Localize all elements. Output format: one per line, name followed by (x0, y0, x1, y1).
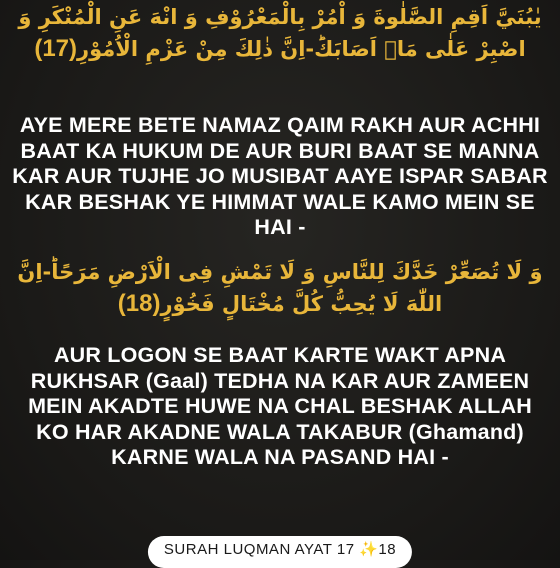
badge-reference-end: 18 (378, 541, 397, 558)
ayah-18-arabic-text: وَ لَا تُصَعِّرْ خَدَّكَ لِلنَّاسِ وَ لَا تَمْشِ فِی الْاَرْضِ مَرَحًاؕ-اِنَّ اللّٰهَ لَا یُحِبُّ كُلَّ مُخْتَالٍ فَخُوْرٍ (17, 260, 543, 316)
ayah-18-arabic (10, 257, 550, 320)
ayah-17-arabic-text: يٰبُنَيَّ اَقِمِ الصَّلٰوةَ وَ اْمُرْ بِالْمَعْرُوْفِ وَ انْهَ عَنِ الْمُنْكَرِ وَ اصْبِرْ عَلٰى مَاۤ اَصَابَكَؕ-اِنَّ ذٰلِكَ مِنْ عَزْمِ الْاُمُوْرِ (18, 5, 542, 61)
ayah-17-translation: AYE MERE BETE NAMAZ QAIM RAKH AUR ACHHI BAAT KA HUKUM DE AUR BURI BAAT SE MANNA KAR AUR TUJHE JO MUSIBAT AAYE ISPAR SABAR KAR BESHAK YE HIMMAT WALE KAMO MEIN SE HAI - (12, 113, 548, 239)
badge-reference-text: SURAH LUQMAN AYAT 17 (163, 541, 355, 558)
ayah-17-number: (17) (34, 35, 78, 62)
ayah-18-number: (18) (117, 290, 161, 317)
ayah-18-translation: AUR LOGON SE BAAT KARTE WAKT APNA RUKHSAR (Gaal) TEDHA NA KAR AUR ZAMEEN MEIN AKADTE HUWE NA CHAL BESHAK ALLAH KO HAR AKADNE WALA TAKABUR (Ghamand) KARNE WALA NA PASAND HAI - (28, 343, 532, 469)
ayah-17-arabic (10, 2, 550, 65)
surah-reference-badge (148, 536, 412, 568)
sparkle-icon: ✨ (359, 541, 379, 558)
